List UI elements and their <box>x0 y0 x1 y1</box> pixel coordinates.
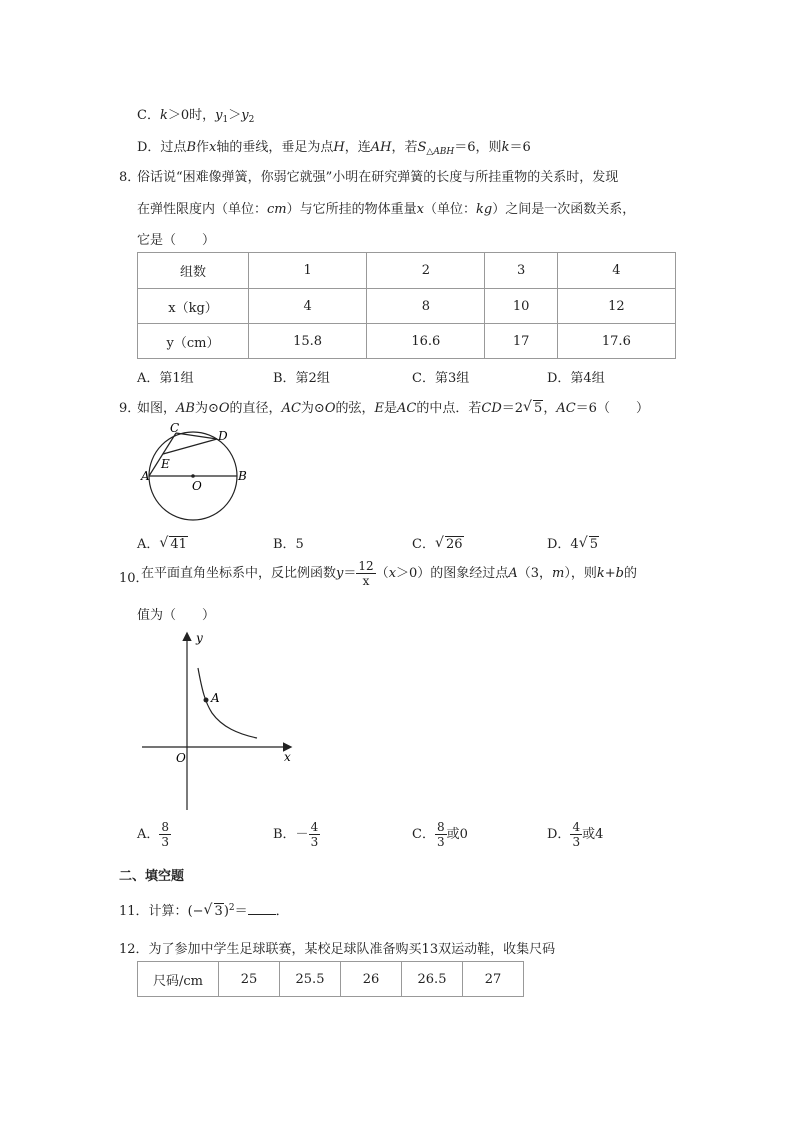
q12-question: 12．为了参加中学生足球联赛，某校足球队准备购买13双运动鞋，收集尺码 <box>119 942 556 957</box>
q9-option-d: D．4√ 5 <box>547 533 599 552</box>
q8-line2: 在弹性限度内（单位：cm）与它所挂的物体重量x（单位：kg）之间是一次函数关系， <box>137 202 636 217</box>
q7-option-c: C．k＞0时，$y_1>y_2$ <box>137 108 255 125</box>
table-cell: 10 <box>485 289 557 324</box>
table-cell: 16.6 <box>367 324 485 359</box>
q12-table <box>137 961 524 997</box>
q9-option-c: C．√ 26 <box>412 533 464 552</box>
point-a <box>204 698 209 703</box>
table-cell: 3 <box>485 253 557 289</box>
q10-graph-figure <box>140 630 300 812</box>
table-cell: 1 <box>249 253 367 289</box>
table-row <box>138 962 524 997</box>
center-point <box>191 474 195 478</box>
q8-number: 8． <box>119 170 141 185</box>
table-row <box>138 289 676 324</box>
q9-option-a: A．√ 41 <box>137 533 188 552</box>
section-title: 二、填空题 <box>119 869 185 884</box>
table-cell: 17 <box>485 324 557 359</box>
label-x: x <box>284 750 291 764</box>
q8-line1: 俗话说“困难像弹簧，你弱它就强”小明在研究弹簧的长度与所挂重物的关系时，发现 <box>137 170 619 185</box>
table-cell: 4 <box>557 253 675 289</box>
q8-line3: 它是（ ） <box>137 233 216 248</box>
label-b: B <box>238 469 247 483</box>
q8-option-a: A．第1组 <box>137 371 194 386</box>
table-cell: y（cm） <box>138 324 249 359</box>
answer-blank <box>248 914 276 915</box>
q9-number: 9． <box>119 401 141 416</box>
q8-option-d: D．第4组 <box>547 371 605 386</box>
q8-option-c: C．第3组 <box>412 371 470 386</box>
table-cell: 17.6 <box>557 324 675 359</box>
table-cell: 26 <box>341 962 402 997</box>
table-cell: 尺码/cm <box>138 962 219 997</box>
table-row <box>138 253 676 289</box>
table-cell: 2 <box>367 253 485 289</box>
label-d: D <box>218 429 228 443</box>
q9-circle-figure <box>140 420 255 525</box>
table-cell: x（kg） <box>138 289 249 324</box>
q9-text: 如图，AB为⊙O的直径，AC为⊙O的弦，E是AC的中点．若CD＝2√ 5，AC＝6（ ） <box>137 397 649 416</box>
table-cell: 4 <box>249 289 367 324</box>
table-cell: 27 <box>463 962 524 997</box>
hyperbola-curve <box>198 668 257 738</box>
label-o: O <box>192 479 202 493</box>
table-cell: 25.5 <box>280 962 341 997</box>
label-a: A <box>141 469 150 483</box>
table-cell: 26.5 <box>402 962 463 997</box>
q11-question: 11．计算：(−√ 3)$^2$＝ ． <box>119 900 289 919</box>
q8-option-b: B．第2组 <box>273 371 330 386</box>
table-row <box>138 324 676 359</box>
table-cell: 25 <box>219 962 280 997</box>
q7-option-d: D．过点B作x轴的垂线，垂足为点H，连AH，若$S_{\triangle ABH}=6$，则k＝6 <box>137 140 531 157</box>
label-c: C <box>170 421 180 435</box>
table-cell: 12 <box>557 289 675 324</box>
q10-line2: 值为（ ） <box>137 608 216 623</box>
table-cell: 8 <box>367 289 485 324</box>
q10-number: 10． <box>119 571 149 586</box>
label-a: A <box>211 691 220 705</box>
q8-table <box>137 252 676 359</box>
q10-text: 在平面直角坐标系中，反比例函数y＝ $\frac{12}{x}$ （x＞0）的图象经过点A（3，m），则k+b的 <box>141 559 637 588</box>
table-cell: 组数 <box>138 253 249 289</box>
q9-option-b: B．5 <box>273 537 304 552</box>
q10-option-d: D． $\frac{4}{3}$ 或4 <box>547 820 604 849</box>
q10-option-b: B．－ $\frac{4}{3}$ <box>273 820 319 849</box>
q10-option-c: C． $\frac{8}{3}$ 或0 <box>412 820 468 849</box>
label-y: y <box>196 631 203 645</box>
label-e: E <box>161 457 170 471</box>
table-cell: 15.8 <box>249 324 367 359</box>
q10-option-a: A． $\frac{8}{3}$ <box>137 820 170 849</box>
label-o: O <box>176 751 186 765</box>
